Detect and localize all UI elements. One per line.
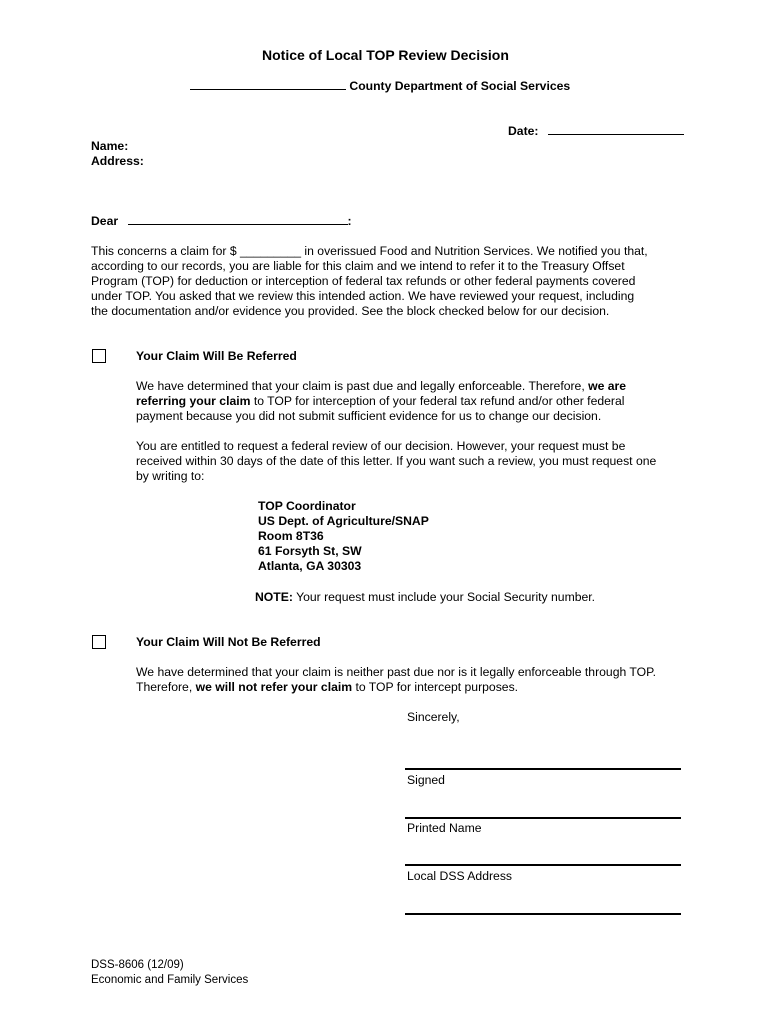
- signature-line[interactable]: [405, 768, 681, 770]
- referred-p1-bold-b: referring your claim: [136, 394, 251, 408]
- county-label: County Department of Social Services: [349, 79, 571, 93]
- address-line: Atlanta, GA 30303: [258, 559, 362, 573]
- local-dss-address-label: Local DSS Address: [407, 869, 513, 883]
- sincerely: Sincerely,: [407, 710, 460, 724]
- address-line: US Dept. of Agriculture/SNAP: [258, 514, 429, 528]
- intro-line1-rest: in overissued Food and Nutrition Services. We notified you that,: [301, 244, 648, 258]
- date-label: Date:: [508, 124, 539, 138]
- form-number: DSS-8606 (12/09): [91, 959, 184, 971]
- county-line: [190, 79, 570, 93]
- top-coordinator-address: [258, 499, 429, 574]
- referred-p1-line2: to TOP for interception of your federal tax refund and/or other federal: [250, 394, 625, 408]
- note-line: [255, 590, 595, 604]
- intro-line4: under TOP. You asked that we review this intended action. We have reviewed your request, including: [91, 289, 635, 303]
- note-text: Your request must include your Social Security number.: [292, 590, 596, 604]
- date-blank[interactable]: [548, 124, 684, 135]
- not-referred-paragraph: [136, 665, 696, 695]
- page-title: Notice of Local TOP Review Decision: [262, 47, 509, 63]
- referred-p1-bold-a: we are: [588, 379, 627, 393]
- not-referred-checkbox[interactable]: [92, 635, 106, 649]
- not-referred-heading: Your Claim Will Not Be Referred: [136, 635, 321, 649]
- note-label: NOTE:: [255, 590, 293, 604]
- not-referred-line1: We have determined that your claim is neither past due nor is it legally enforceable through TOP.: [136, 665, 657, 679]
- printed-name-line[interactable]: [405, 817, 681, 819]
- referred-paragraph-2: [136, 439, 696, 484]
- referred-p2-line3: by writing to:: [136, 469, 205, 483]
- signed-label: Signed: [407, 773, 445, 787]
- referred-heading: Your Claim Will Be Referred: [136, 349, 297, 363]
- intro-paragraph: [91, 244, 691, 319]
- not-referred-bold: we will not refer your claim: [195, 680, 353, 694]
- claim-amount-blank[interactable]: _________: [240, 244, 302, 258]
- referred-p1-line3: payment because you did not submit sufficient evidence for us to change our decision.: [136, 409, 602, 423]
- address-line: TOP Coordinator: [258, 499, 356, 513]
- intro-pre-amount: This concerns a claim for $: [91, 244, 237, 258]
- printed-name-label: Printed Name: [407, 821, 482, 835]
- name-label: Name:: [91, 139, 129, 153]
- not-referred-line2c: to TOP for intercept purposes.: [352, 680, 519, 694]
- referred-p1-line1: We have determined that your claim is past due and legally enforceable. Therefore,: [136, 379, 589, 393]
- division-name: Economic and Family Services: [91, 974, 249, 986]
- salutation-blank[interactable]: [128, 214, 348, 225]
- address-line: Room 8T36: [258, 529, 324, 543]
- referred-paragraph-1: [136, 379, 696, 424]
- not-referred-line2a: Therefore,: [136, 680, 196, 694]
- date-line: [508, 124, 684, 138]
- referred-p2-line1: You are entitled to request a federal review of our decision. However, your request must be: [136, 439, 626, 453]
- address-line: 61 Forsyth St, SW: [258, 544, 362, 558]
- dear-colon: :: [347, 214, 352, 228]
- salutation: [91, 214, 352, 228]
- intro-line5: the documentation and/or evidence you provided. See the block checked below for our decision.: [91, 304, 610, 318]
- referred-p2-line2: received within 30 days of the date of this letter. If you want such a review, you must request one: [136, 454, 657, 468]
- address-label: Address:: [91, 154, 144, 168]
- intro-line2: according to our records, you are liable for this claim and we intend to refer it to the Treasury Offset: [91, 259, 625, 273]
- referred-checkbox[interactable]: [92, 349, 106, 363]
- intro-line3: Program (TOP) for deduction or interception of federal tax refunds or other federal payments covered: [91, 274, 636, 288]
- county-blank[interactable]: [190, 79, 346, 90]
- dear-label: Dear: [91, 214, 119, 228]
- address-continuation-line[interactable]: [405, 913, 681, 915]
- local-dss-address-line[interactable]: [405, 864, 681, 866]
